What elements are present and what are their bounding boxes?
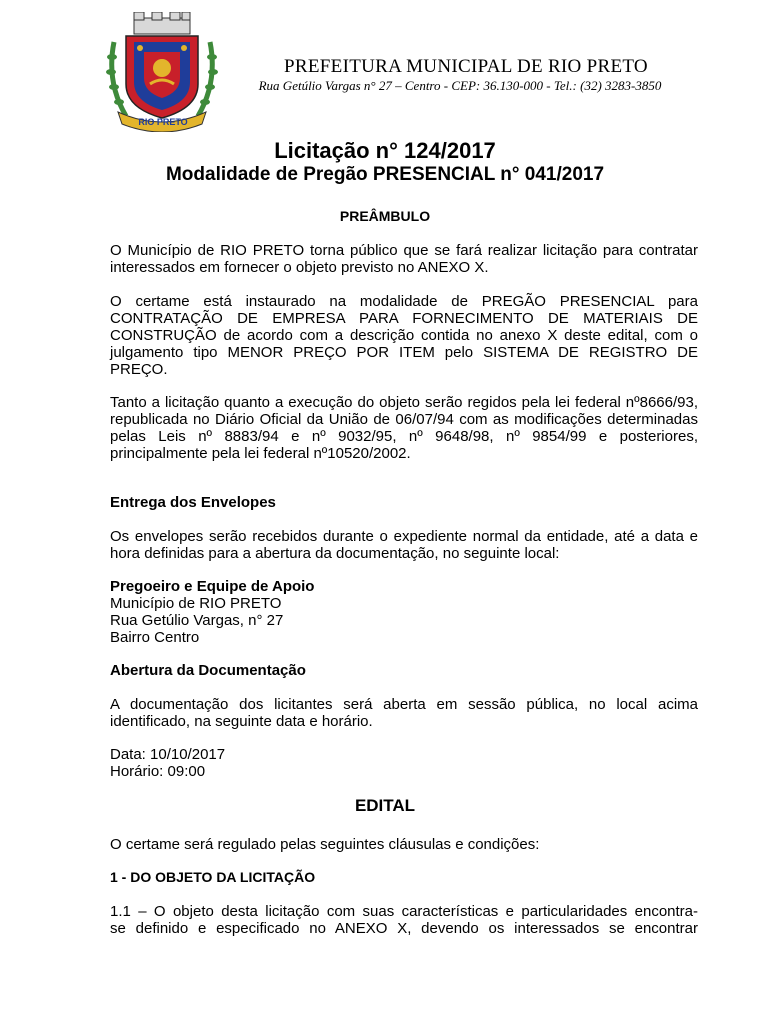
entrega-heading: Entrega dos Envelopes xyxy=(110,494,276,511)
municipality-title: PREFEITURA MUNICIPAL DE RIO PRETO xyxy=(284,56,648,77)
crest-ribbon-label: RIO PRETO xyxy=(138,117,188,127)
paragraph-entrega: Os envelopes serão recebidos durante o expediente normal da entidade, até a data e hora definidas para a abertura da documentação, no seguinte local: xyxy=(110,528,698,562)
document-title: Licitação n° 124/2017 xyxy=(274,138,496,163)
paragraph-objeto xyxy=(110,903,698,937)
paragraph-abertura: A documentação dos licitantes será aberta em sessão pública, no local acima identificado, na seguinte data e horário. xyxy=(110,696,698,730)
paragraph-modalidade: O certame está instaurado na modalidade de PREGÃO PRESENCIAL para CONTRATAÇÃO DE EMPRESA PARA FORNECIMENTO DE MATERIAIS DE CONSTRUÇÃO de acordo com a descrição contida no anexo X deste edital, com o julgamento tipo MENOR PREÇO POR ITEM pelo SISTEMA DE REGISTRO DE PREÇO. xyxy=(110,293,698,378)
municipal-crest-logo xyxy=(104,12,220,132)
local-line-3: Bairro Centro xyxy=(110,629,200,646)
horario-line: Horário: 09:00 xyxy=(110,763,206,780)
document-subtitle: Modalidade de Pregão PRESENCIAL n° 041/2017 xyxy=(165,164,605,185)
objeto-line-1: 1.1 – O objeto desta licitação com suas características e particularidades encontra- xyxy=(110,903,698,920)
local-heading: Pregoeiro e Equipe de Apoio xyxy=(110,578,315,595)
edital-heading: EDITAL xyxy=(354,796,416,815)
data-horario-block xyxy=(110,746,698,780)
paragraph-legislacao: Tanto a licitação quanto a execução do objeto serão regidos pela lei federal nº8666/93, republicada no Diário Oficial da União de 06/07/94 com as modificações determinadas pelas Leis nº 8883/94 e nº 9032/95, nº 9648/98, nº 9854/99 e posteriores, principalmente pela lei federal nº10520/2002. xyxy=(110,394,698,462)
paragraph-clausulas: O certame será regulado pelas seguintes cláusulas e condições: xyxy=(110,836,540,853)
local-line-2: Rua Getúlio Vargas, n° 27 xyxy=(110,612,284,629)
objeto-heading: 1 - DO OBJETO DA LICITAÇÃO xyxy=(110,869,316,885)
municipality-address: Rua Getúlio Vargas n° 27 – Centro - CEP: 36.130-000 - Tel.: (32) 3283-3850 xyxy=(258,78,662,93)
abertura-heading: Abertura da Documentação xyxy=(110,662,306,679)
objeto-line-2: se definido e especificado no ANEXO X, devendo os interessados se encontrar xyxy=(110,920,698,937)
local-line-1: Município de RIO PRETO xyxy=(110,595,282,612)
local-block xyxy=(110,578,698,646)
preambulo-heading: PREÂMBULO xyxy=(339,208,431,224)
paragraph-intro: O Município de RIO PRETO torna público que se fará realizar licitação para contratar interessados em fornecer o objeto previsto no ANEXO X. xyxy=(110,242,698,276)
data-line: Data: 10/10/2017 xyxy=(110,746,226,763)
